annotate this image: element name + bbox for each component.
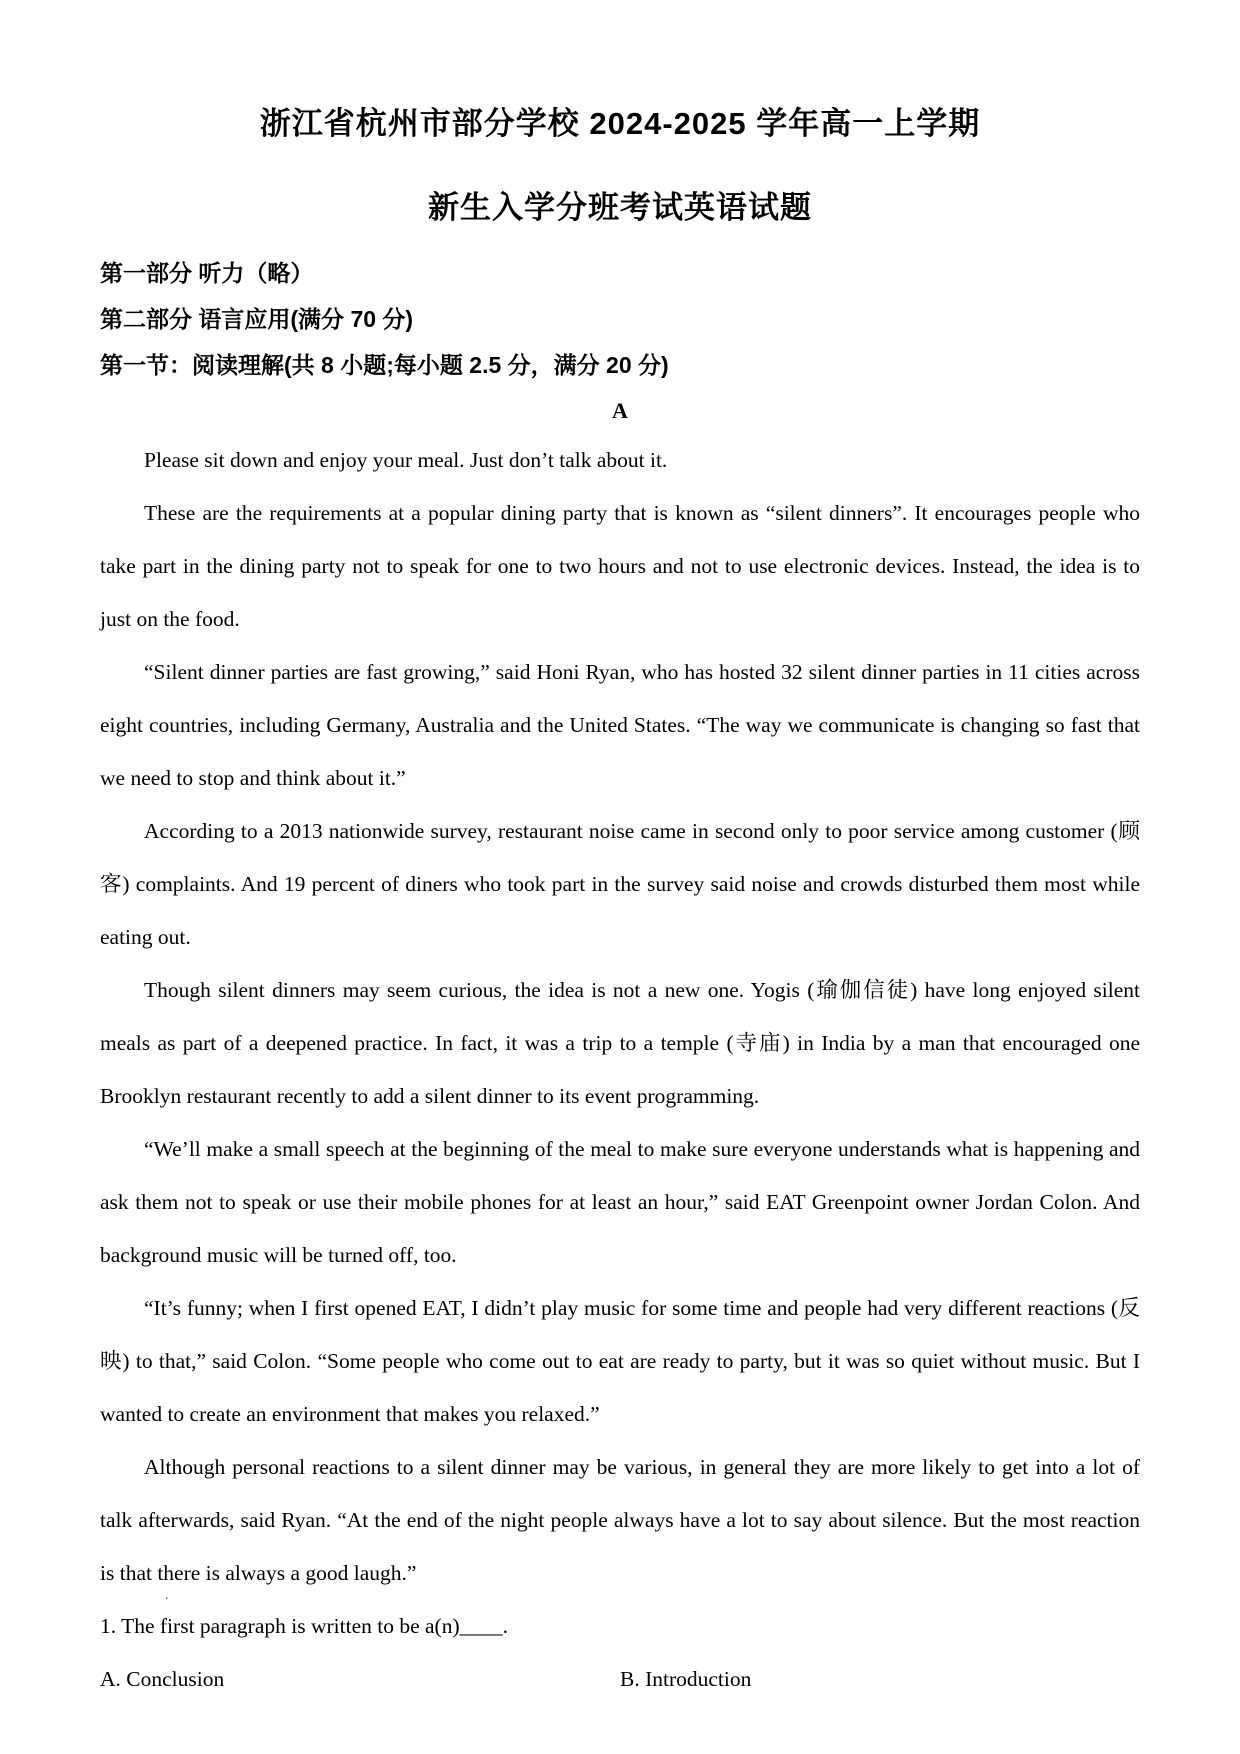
option-a-conclusion: A. Conclusion	[100, 1667, 225, 1691]
page-title-line1: 浙江省杭州市部分学校 2024-2025 学年高一上学期	[259, 106, 981, 141]
passage-paragraph: According to a 2013 nationwide survey, restaurant noise came in second only to poor service among customer (顾客) complaints. And 19 percent of diners who took part in the survey said noise and crowds disturbed them most while eating out.	[100, 819, 1140, 949]
passage-label-a: A	[612, 398, 628, 423]
stray-scan-mark: .	[165, 1588, 169, 1603]
option-b-introduction: B. Introduction	[620, 1667, 752, 1691]
heading-part2-language-use: 第二部分 语言应用(满分 70 分)	[100, 306, 414, 332]
passage-paragraph: Though silent dinners may seem curious, the idea is not a new one. Yogis (瑜伽信徒) have long enjoyed silent meals as part of a deepened practice. In fact, it was a trip to a temple (寺庙) in India by a man that encouraged one Brooklyn restaurant recently to add a silent dinner to its event programming.	[100, 978, 1140, 1108]
page-title-line2: 新生入学分班考试英语试题	[428, 190, 812, 225]
passage-paragraph: Please sit down and enjoy your meal. Just don’t talk about it.	[144, 448, 668, 472]
passage-paragraph: “Silent dinner parties are fast growing,” said Honi Ryan, who has hosted 32 silent dinner parties in 11 cities across eight countries, including Germany, Australia and the United States. “The way we communicate is changing so fast that we need to stop and think about it.”	[100, 660, 1140, 790]
passage-paragraph: “We’ll make a small speech at the beginning of the meal to make sure everyone understands what is happening and ask them not to speak or use their mobile phones for at least an hour,” said EAT Greenpoint owner Jordan Colon. And background music will be turned off, too.	[100, 1137, 1140, 1267]
reading-passage	[100, 434, 1140, 1600]
question-1-options	[100, 1653, 1140, 1706]
section-headings	[100, 250, 1140, 388]
heading-part1-listening: 第一部分 听力（略）	[100, 260, 314, 286]
passage-paragraph: “It’s funny; when I first opened EAT, I didn’t play music for some time and people had very different reactions (反映) to that,” said Colon. “Some people who come out to eat are ready to party, but it was so quiet without music. But I wanted to create an environment that makes you relaxed.”	[100, 1296, 1140, 1426]
passage-paragraph: These are the requirements at a popular dining party that is known as “silent dinners”. It encourages people who take part in the dining party not to speak for one to two hours and not to use electronic devices. Instead, the idea is to just on the food.	[100, 501, 1140, 631]
heading-section1-reading: 第一节：阅读理解(共 8 小题;每小题 2.5 分，满分 20 分)	[100, 352, 669, 378]
question-1-stem: 1. The first paragraph is written to be a(n)____.	[100, 1614, 508, 1638]
passage-paragraph: Although personal reactions to a silent dinner may be various, in general they are more likely to get into a lot of talk afterwards, said Ryan. “At the end of the night people always have a lot to say about silence. But the most reaction is that there is always a good laugh.”	[100, 1455, 1140, 1585]
